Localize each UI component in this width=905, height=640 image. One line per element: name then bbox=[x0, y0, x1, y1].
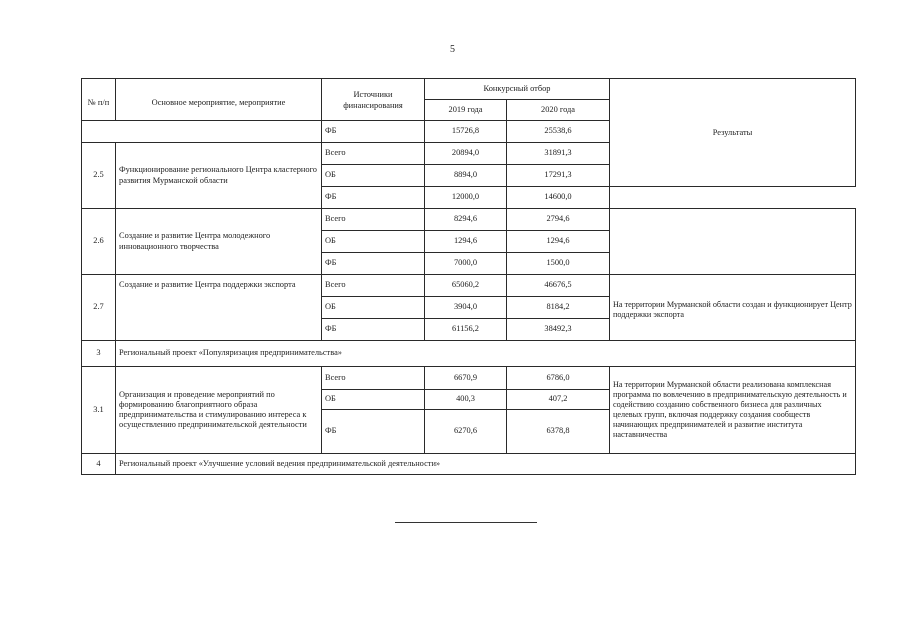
value-2020: 46676,5 bbox=[507, 275, 610, 297]
value-2019: 61156,2 bbox=[425, 319, 507, 341]
source-cell: ФБ bbox=[322, 187, 425, 209]
value-2020: 17291,3 bbox=[507, 165, 610, 187]
source-cell: ФБ bbox=[322, 253, 425, 275]
value-2020: 8184,2 bbox=[507, 297, 610, 319]
event-name: Создание и развитие Центра молодежного инновационного творчества bbox=[116, 209, 322, 275]
value-2020: 14600,0 bbox=[507, 187, 610, 209]
row-number: 2.5 bbox=[82, 143, 116, 209]
value-2019: 20894,0 bbox=[425, 143, 507, 165]
header-num: № п/п bbox=[82, 79, 116, 121]
section-row bbox=[82, 454, 856, 475]
source-cell: Всего bbox=[322, 275, 425, 297]
source-cell: Всего bbox=[322, 143, 425, 165]
table-row bbox=[82, 275, 856, 297]
row-number: 2.7 bbox=[82, 275, 116, 341]
results-cell: На территории Мурманской области создан и функционирует Центр поддержки экспорта bbox=[610, 275, 856, 341]
event-name: Функционирование регионального Центра кластерного развития Мурманской области bbox=[116, 143, 322, 209]
source-cell: ФБ bbox=[322, 121, 425, 143]
section-row bbox=[82, 341, 856, 367]
value-2020: 6378,8 bbox=[507, 410, 610, 454]
value-2020: 1500,0 bbox=[507, 253, 610, 275]
row-number: 2.6 bbox=[82, 209, 116, 275]
header-year-2020: 2020 года bbox=[507, 100, 610, 121]
value-2020: 31891,3 bbox=[507, 143, 610, 165]
value-2019: 65060,2 bbox=[425, 275, 507, 297]
source-cell: ОБ bbox=[322, 231, 425, 253]
value-2020: 2794,6 bbox=[507, 209, 610, 231]
value-2019: 400,3 bbox=[425, 390, 507, 410]
value-2020: 1294,6 bbox=[507, 231, 610, 253]
value-2019: 8894,0 bbox=[425, 165, 507, 187]
header-results: Результаты bbox=[610, 79, 856, 187]
value-2019: 6670,9 bbox=[425, 367, 507, 390]
bottom-rule bbox=[395, 522, 537, 523]
source-cell: ОБ bbox=[322, 390, 425, 410]
source-cell: Всего bbox=[322, 209, 425, 231]
source-cell: ФБ bbox=[322, 319, 425, 341]
source-cell: ОБ bbox=[322, 165, 425, 187]
row-number: 3 bbox=[82, 341, 116, 367]
source-cell: Всего bbox=[322, 367, 425, 390]
row-number: 4 bbox=[82, 454, 116, 475]
value-2020: 38492,3 bbox=[507, 319, 610, 341]
source-cell: ФБ bbox=[322, 410, 425, 454]
value-2019: 7000,0 bbox=[425, 253, 507, 275]
event-name: Создание и развитие Центра поддержки экспорта bbox=[116, 275, 322, 341]
section-title: Региональный проект «Популяризация предпринимательства» bbox=[116, 341, 856, 367]
table-row bbox=[82, 367, 856, 390]
value-2019: 3904,0 bbox=[425, 297, 507, 319]
event-name: Организация и проведение мероприятий по формированию благоприятного образа предпринимательства и стимулированию интереса к осуществлению предпринимательской деятельности bbox=[116, 367, 322, 454]
section-title: Региональный проект «Улучшение условий ведения предпринимательской деятельности» bbox=[116, 454, 856, 475]
results-cell bbox=[610, 209, 856, 275]
value-2019: 12000,0 bbox=[425, 187, 507, 209]
table-row bbox=[82, 209, 856, 231]
header-source: Источники финансирования bbox=[322, 79, 425, 121]
source-cell: ОБ bbox=[322, 297, 425, 319]
value-2020: 25538,6 bbox=[507, 121, 610, 143]
row-number: 3.1 bbox=[82, 367, 116, 454]
value-2019: 8294,6 bbox=[425, 209, 507, 231]
value-2019: 6270,6 bbox=[425, 410, 507, 454]
funding-table bbox=[81, 78, 856, 475]
header-year-2019: 2019 года bbox=[425, 100, 507, 121]
value-2020: 407,2 bbox=[507, 390, 610, 410]
empty-cell bbox=[82, 121, 322, 143]
results-cell: На территории Мурманской области реализована комплексная программа по вовлечению в предпринимательскую деятельность и содействию созданию собственного бизнеса для различных целевых групп, включая поддержку создания сообществ начинающих предпринимателей и развитие института наставничества bbox=[610, 367, 856, 454]
value-2020: 6786,0 bbox=[507, 367, 610, 390]
header-event: Основное мероприятие, мероприятие bbox=[116, 79, 322, 121]
value-2019: 1294,6 bbox=[425, 231, 507, 253]
page-number: 5 bbox=[450, 44, 455, 55]
header-contest: Конкурсный отбор bbox=[425, 79, 610, 100]
value-2019: 15726,8 bbox=[425, 121, 507, 143]
header-row bbox=[82, 79, 856, 100]
